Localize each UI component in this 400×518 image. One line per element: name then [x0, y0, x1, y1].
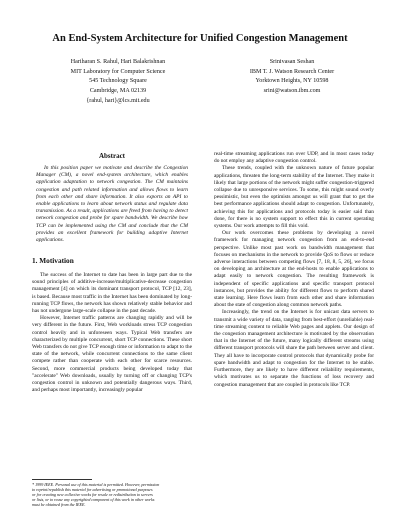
- copyright-footnote: [32, 482, 192, 507]
- author-names: Hariharan S. Rahul, Hari Balakrishnan: [70, 59, 166, 65]
- author-address: 545 Technology Square: [89, 78, 147, 85]
- paragraph: Our work overcomes these problems by developing a novel framework for managing network congestion from an end-to-end perspective. Unlike most past work on bandwidth management that focuses on mechanisms in the network to provide QoS to flows or reduce adverse interactions between competing flows [7, 18, 8, 5, 26], we focus on developing an architecture at the end-hosts to enable applications to adapt easily to network congestion. The resulting framework is independent of specific applications and specific transport protocol instances, but provides the ability for different flows to perform shared state learning. Here flows learn from each other and share information about the state of congestion along common network paths.: [214, 230, 374, 309]
- footnote-line: or lists, or to reuse any copyrighted component of this work in other works: [32, 497, 155, 502]
- abstract-heading: Abstract: [98, 152, 126, 160]
- paper-title: An End-System Architecture for Unified Congestion Management: [52, 33, 348, 44]
- paragraph: These trends, coupled with the unknown nature of future popular applications, threaten the long-term stability of the Internet. They make it likely that large portions of the network might suffer congestion-triggered collapse due to unresponsive services. To some, this might sound overly pessimistic, but even the optimists amongst us will grant that to get the best performance applications should adapt to congestion. Unfortunately, achieving this for applications and protocols today is easier said than done, for there is no system support to effect this in current operating systems. Our work attempts to fill this void.: [214, 165, 374, 230]
- footnote-line: to reprint/republish this material for advertising or promotional purposes: [32, 487, 153, 492]
- author-block-mit: [40, 58, 196, 107]
- paragraph-continued: real-time streaming applications run over UDP, and in most cases today do not employ any adaptive congestion control.: [214, 151, 374, 165]
- section-body-right: [214, 151, 374, 389]
- author-email: {rahul, hari}@lcs.mit.edu: [86, 97, 150, 104]
- footnote-line: must be obtained from the IEEE.: [32, 502, 86, 507]
- section-heading-motivation: 1. Motivation: [32, 256, 74, 265]
- paragraph: However, Internet traffic patterns are changing rapidly and will be very different in the future. First, Web workloads stress TCP congestion control heavily and in unforeseen ways. Typical Web transfers are characterized by multiple concurrent, short TCP connections. These short Web transfers do not give TCP enough time or information to adapt to the state of the network, while concurrent connections to the same client compete rather than cooperate with each other for scarce resources. Second, more commercial products being developed today that "accelerate" Web downloads, usually by turning off or changing TCP's congestion control in unknown and potentially dangerous ways. Third, and perhaps most importantly, increasingly popular: [32, 315, 192, 394]
- footnote-line: * 1999 IEEE. Personal use of this material is permitted. However, permission: [32, 482, 160, 487]
- author-block-ibm: [216, 58, 368, 97]
- abstract-paragraph: In this position paper we motivate and describe the Congestion Manager (CM), a novel end-system architecture, which enables application adaptation to network congestion. The CM maintains congestion and path related information and allows flows to learn from each other and share information. It also exports an API to enable applications to learn about network status and regulate data transmission. As a result, applications are freed from having to detect network congestion and probe for spare bandwidth. We describe how TCP can be implemented using the CM and conclude that the CM provides an excellent framework for building adaptive Internet applications.: [36, 165, 188, 244]
- author-city: Cambridge, MA 02139: [89, 88, 147, 95]
- paragraph: The success of the Internet to date has been in large part due to the sound principles of additive-increase/multiplicative-decrease congestion management [4] on which its dominant transport protocol, TCP [12, 23], is based. Because most traffic in the Internet has been dominated by long-running TCP flows, the network has shown relatively stable behavior and has not undergone large-scale collapse in the past decade.: [32, 272, 192, 315]
- author-names: Srinivasan Seshan: [269, 59, 315, 65]
- footnote-line: or for creating new collective works for resale or redistribution to servers: [32, 492, 153, 497]
- footnote-divider: [32, 479, 92, 480]
- abstract-text: [36, 165, 188, 244]
- section-body-left: [32, 272, 192, 394]
- author-affiliation: IBM T. J. Watson Research Center: [249, 68, 335, 75]
- author-city: Yorktown Heights, NY 10598: [255, 78, 329, 85]
- paragraph: Increasingly, the trend on the Internet is for unicast data servers to transmit a wide variety of data, ranging from best-effort (unreliable) real-time streaming content to reliable Web pages and applets. Our design of the congestion management architecture is motivated by the observation that in the Internet of the future, many logically different streams using different transport protocols will share the path between server and client. They all have to incorporate control protocols that dynamically probe for spare bandwidth and adapt to congestion for the Internet to be stable. Furthermore, they are likely to have different reliability requirements, which motivates us to separate the functions of loss recovery and congestion management that are coupled in protocols like TCP.: [214, 309, 374, 388]
- author-email: srini@watson.ibm.com: [263, 88, 321, 95]
- author-affiliation: MIT Laboratory for Computer Science: [70, 68, 166, 75]
